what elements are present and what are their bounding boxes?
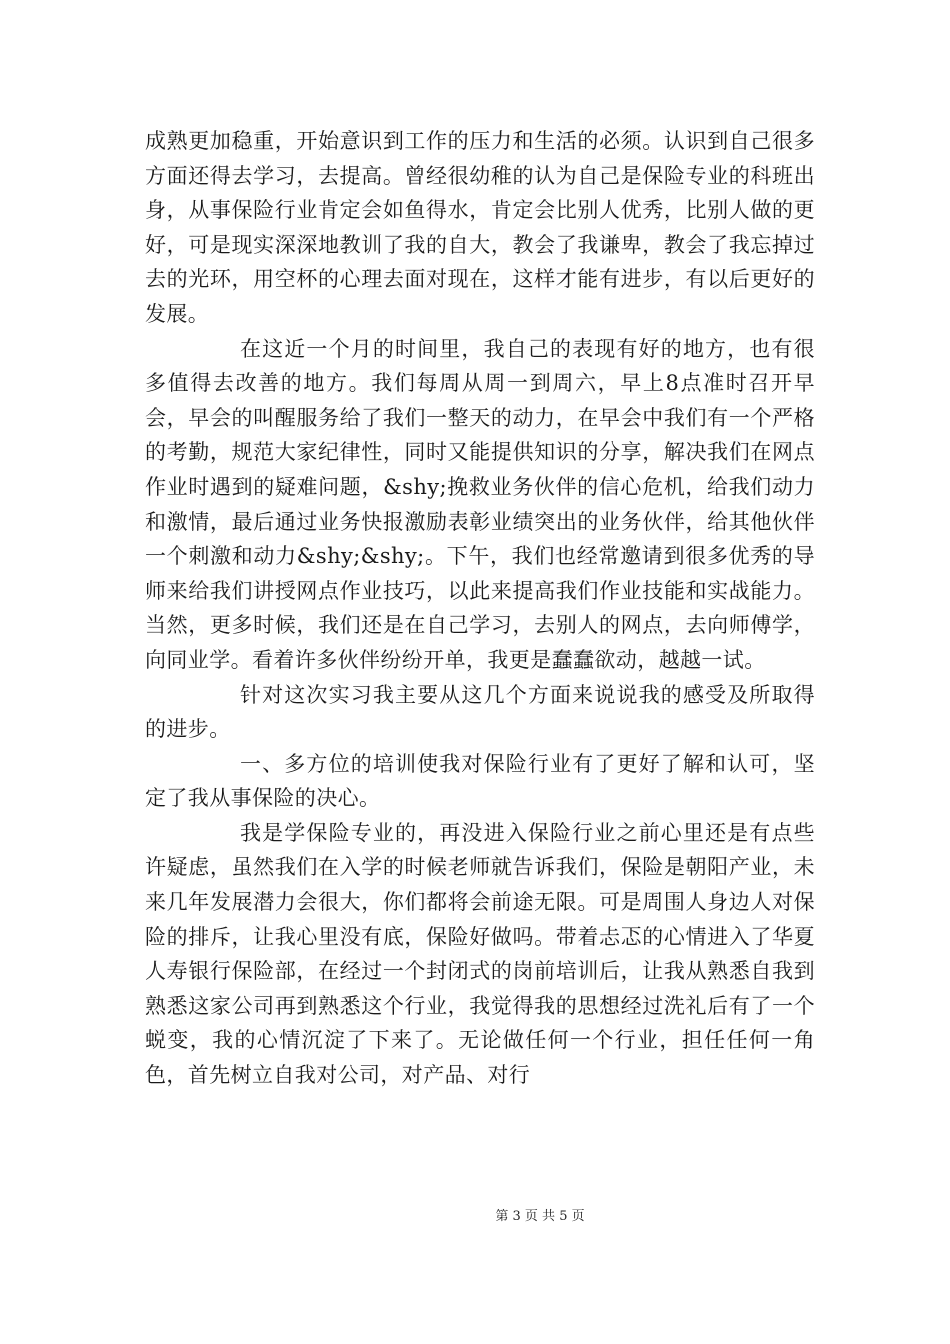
page-footer: 第 3 页 共 5 页 <box>495 1209 585 1224</box>
section-heading-1: 一、多方位的培训使我对保险行业有了更好了解和认可，坚定了我从事保险的决心。 <box>145 751 815 811</box>
paragraph-3: 针对这次实习我主要从这几个方面来说说我的感受及所取得的进步。 <box>145 682 815 742</box>
paragraph-1: 成熟更加稳重，开始意识到工作的压力和生活的必须。认识到自己很多方面还得去学习，去提高。曾经很幼稚的认为自己是保险专业的科班出身，从事保险行业肯定会如鱼得水，肯定会比别人优秀，比别人做的更好，可是现实深深地教训了我的自大，教会了我谦卑，教会了我忘掉过去的光环，用空杯的心理去面对现在，这样才能有进步，有以后更好的发展。 <box>145 129 815 326</box>
paragraph-4: 我是学保险专业的，再没进入保险行业之前心里还是有点些许疑虑，虽然我们在入学的时候老师就告诉我们，保险是朝阳产业，未来几年发展潜力会很大，你们都将会前途无限。可是周围人身边人对保险的排斥，让我心里没有底，保险好做吗。带着忐忑的心情进入了华夏人寿银行保险部，在经过一个封闭式的岗前培训后，让我从熟悉自我到熟悉这家公司再到熟悉这个行业，我觉得我的思想经过洗礼后有了一个蜕变，我的心情沉淀了下来了。无论做任何一个行业，担任任何一角色，首先树立自我对公司，对产品、对行 <box>145 820 815 1088</box>
document-body <box>145 124 815 1093</box>
paragraph-2: 在这近一个月的时间里，我自己的表现有好的地方，也有很多值得去改善的地方。我们每周从周一到周六，早上8点准时召开早会，早会的叫醒服务给了我们一整天的动力，在早会中我们有一个严格的考勤，规范大家纪律性，同时又能提供知识的分享，解决我们在网点作业时遇到的疑难问题，&shy;挽救业务伙伴的信心危机，给我们动力和激情，最后通过业务快报激励表彰业绩突出的业务伙伴，给其他伙伴一个刺激和动力&shy;&shy;。下午，我们也经常邀请到很多优秀的导师来给我们讲授网点作业技巧，以此来提高我们作业技能和实战能力。当然，更多时候，我们还是在自己学习，去别人的网点，去向师傅学，向同业学。看着许多伙伴纷纷开单，我更是蠢蠢欲动，越越一试。 <box>145 336 815 672</box>
